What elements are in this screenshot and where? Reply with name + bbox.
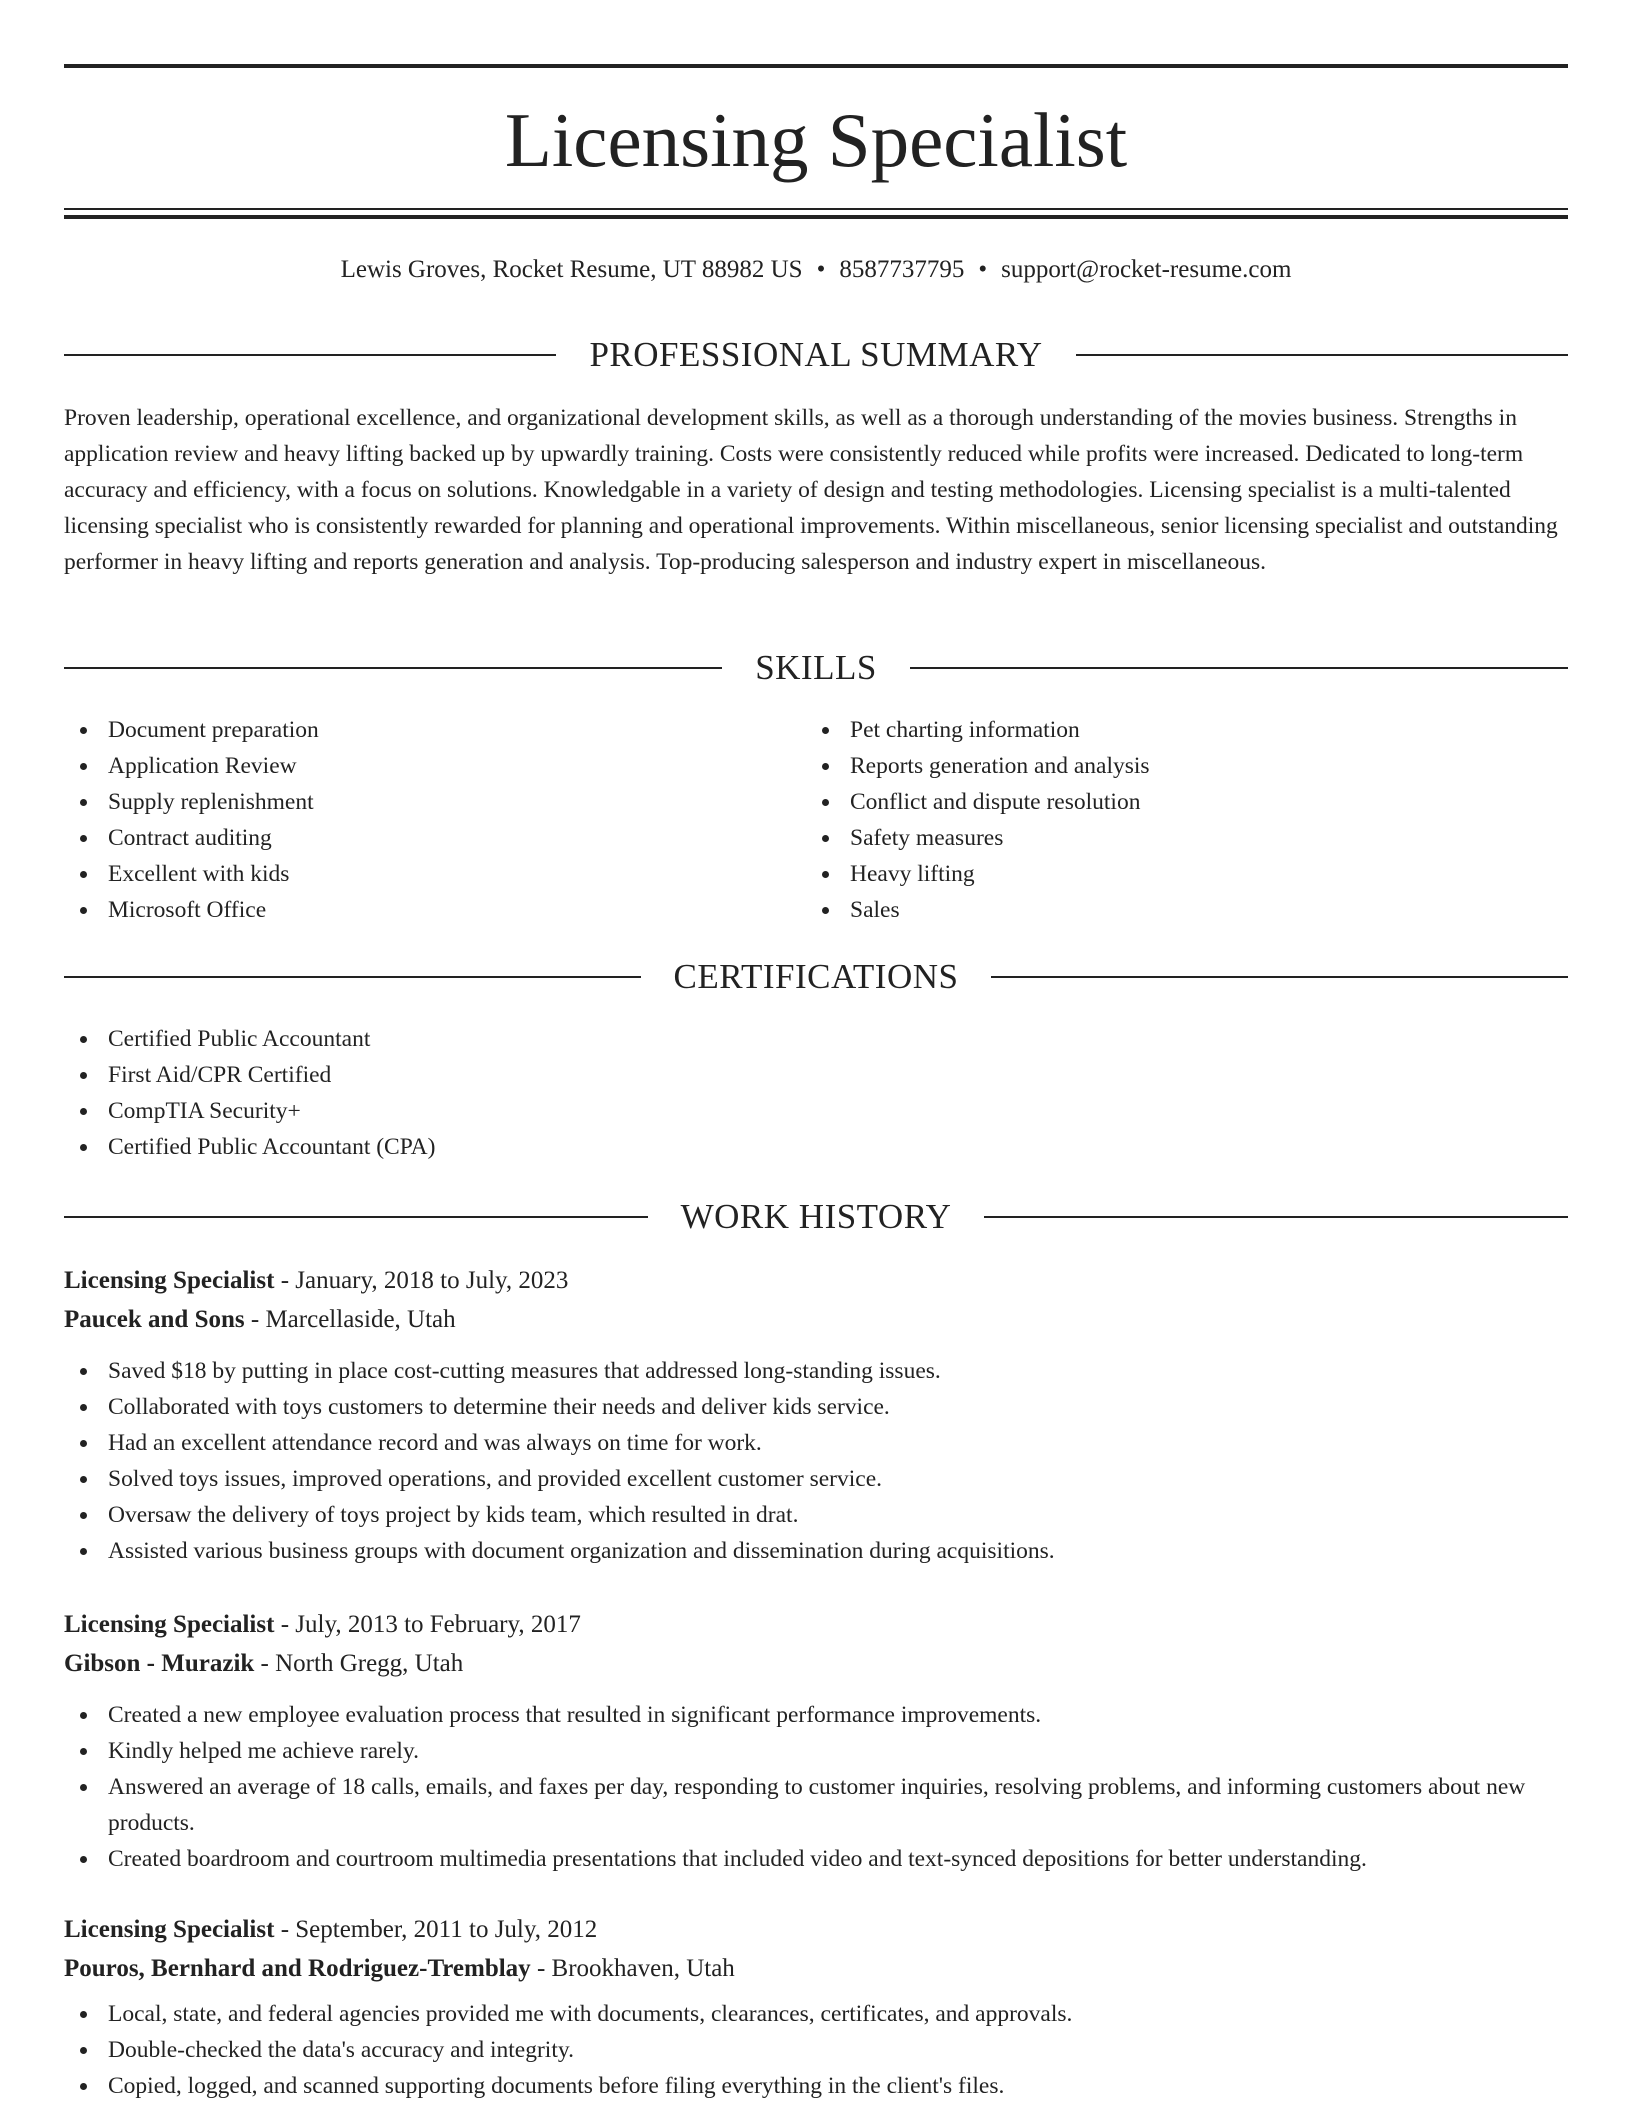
skill-item: Microsoft Office [64, 892, 804, 928]
skill-item: Heavy lifting [806, 856, 1546, 892]
heading-rule-left [64, 1216, 648, 1218]
header-double-rule-bottom [64, 215, 1568, 219]
skills-list-right [806, 712, 1546, 928]
job-entry [64, 1606, 1568, 1877]
skill-item: Conflict and dispute resolution [806, 784, 1546, 820]
certification-item: CompTIA Security+ [64, 1093, 1568, 1129]
contact-separator: • [816, 256, 826, 283]
job-company: Pouros, Bernhard and Rodriguez-Tremblay [64, 1954, 531, 1982]
job-company-line: Pouros, Bernhard and Rodriguez-Tremblay - Brookhaven, Utah [64, 1954, 735, 1982]
section-title: WORK HISTORY [680, 1197, 952, 1236]
skills-list-left [64, 712, 804, 928]
job-location: Brookhaven, Utah [551, 1954, 735, 1982]
job-title-line: Licensing Specialist - July, 2013 to February, 2017 [64, 1611, 581, 1638]
job-title: Licensing Specialist [64, 1916, 275, 1943]
skill-item: Contract auditing [64, 820, 804, 856]
job-title-line: Licensing Specialist - January, 2018 to July, 2023 [64, 1267, 569, 1294]
job-bullets [64, 1697, 1568, 1877]
job-location: North Gregg, Utah [275, 1649, 464, 1677]
job-bullet: Created boardroom and courtroom multimedia presentations that included video and text-synced depositions for better understanding. [64, 1841, 1568, 1877]
certifications-list [64, 1021, 1568, 1165]
job-dates: September, 2011 to July, 2012 [295, 1916, 598, 1943]
section-title: PROFESSIONAL SUMMARY [589, 335, 1043, 374]
contact-phone: 8587737795 [839, 256, 965, 283]
job-title: Licensing Specialist [64, 1267, 275, 1294]
section-title: SKILLS [755, 648, 877, 687]
section-title: CERTIFICATIONS [673, 957, 959, 996]
heading-rule-left [64, 667, 722, 669]
job-title-line: Licensing Specialist - September, 2011 to July, 2012 [64, 1916, 598, 1943]
job-dates: July, 2013 to February, 2017 [295, 1611, 581, 1638]
heading-rule-right [984, 1216, 1568, 1218]
contact-line [64, 252, 1568, 288]
section-heading-skills [64, 646, 1568, 690]
job-bullet: Solved toys issues, improved operations, and provided excellent customer service. [64, 1461, 1568, 1497]
skill-item: Application Review [64, 748, 804, 784]
job-bullet: Saved $18 by putting in place cost-cutting measures that addressed long-standing issues. [64, 1353, 1568, 1389]
certification-item: Certified Public Accountant [64, 1021, 1568, 1057]
job-bullets [64, 1353, 1568, 1569]
job-company: Gibson - Murazik [64, 1649, 255, 1677]
skill-item: Supply replenishment [64, 784, 804, 820]
resume-title: Licensing Specialist [504, 97, 1128, 183]
contact-address: Lewis Groves, Rocket Resume, UT 88982 US [340, 256, 803, 283]
job-bullet: Created a new employee evaluation process that resulted in significant performance improvements. [64, 1697, 1568, 1733]
summary-paragraph: Proven leadership, operational excellence, and organizational development skills, as well as a thorough understanding of the movies business. Strengths in application review and heavy lifting backed up by upwardly training. Costs were consistently reduced while profits were increased. Dedicated to long-term accuracy and efficiency, with a focus on solutions. Knowledgable in a variety of design and testing methodologies. Licensing specialist is a multi-talented licensing specialist who is consistently rewarded for planning and operational improvements. Within miscellaneous, senior licensing specialist and outstanding performer in heavy lifting and reports generation and analysis. Top-producing salesperson and industry expert in miscellaneous. [64, 405, 1558, 575]
job-bullet: Local, state, and federal agencies provided me with documents, clearances, certificates, and approvals. [64, 1996, 1568, 2032]
job-dates: January, 2018 to July, 2023 [295, 1267, 569, 1294]
header-top-rule [64, 64, 1568, 68]
job-entry [64, 1262, 1568, 1569]
skill-item: Excellent with kids [64, 856, 804, 892]
header-double-rule-top [64, 208, 1568, 210]
job-bullet: Assisted various business groups with document organization and dissemination during acquisitions. [64, 1533, 1568, 1569]
skill-item: Sales [806, 892, 1546, 928]
job-company: Paucek and Sons [64, 1305, 245, 1333]
job-company-line: Gibson - Murazik - North Gregg, Utah [64, 1649, 464, 1677]
job-bullet: Double-checked the data's accuracy and integrity. [64, 2032, 1568, 2068]
job-bullet: Kindly helped me achieve rarely. [64, 1733, 1568, 1769]
heading-rule-right [1076, 354, 1568, 356]
job-bullet: Oversaw the delivery of toys project by kids team, which resulted in drat. [64, 1497, 1568, 1533]
job-bullet: Copied, logged, and scanned supporting documents before filing everything in the client's files. [64, 2068, 1568, 2104]
skill-item: Reports generation and analysis [806, 748, 1546, 784]
section-heading-certifications [64, 955, 1568, 999]
heading-rule-left [64, 976, 641, 978]
heading-rule-right [910, 667, 1568, 669]
skill-item: Pet charting information [806, 712, 1546, 748]
skill-item: Safety measures [806, 820, 1546, 856]
job-bullet: Collaborated with toys customers to determine their needs and deliver kids service. [64, 1389, 1568, 1425]
heading-rule-left [64, 354, 556, 356]
section-heading-work-history [64, 1195, 1568, 1239]
job-bullet: Had an excellent attendance record and was always on time for work. [64, 1425, 1568, 1461]
contact-email: support@rocket-resume.com [1001, 256, 1292, 283]
job-location: Marcellaside, Utah [265, 1305, 456, 1333]
job-entry [64, 1911, 1568, 2104]
job-bullets [64, 1996, 1568, 2104]
skill-item: Document preparation [64, 712, 804, 748]
certification-item: Certified Public Accountant (CPA) [64, 1129, 1568, 1165]
job-company-line: Paucek and Sons - Marcellaside, Utah [64, 1305, 456, 1333]
job-title: Licensing Specialist [64, 1611, 275, 1638]
heading-rule-right [991, 976, 1568, 978]
certification-item: First Aid/CPR Certified [64, 1057, 1568, 1093]
job-bullet: Answered an average of 18 calls, emails, and faxes per day, responding to customer inquiries, resolving problems, and informing customers about new products. [64, 1769, 1568, 1841]
section-heading-summary [64, 333, 1568, 377]
contact-separator: • [978, 256, 988, 283]
